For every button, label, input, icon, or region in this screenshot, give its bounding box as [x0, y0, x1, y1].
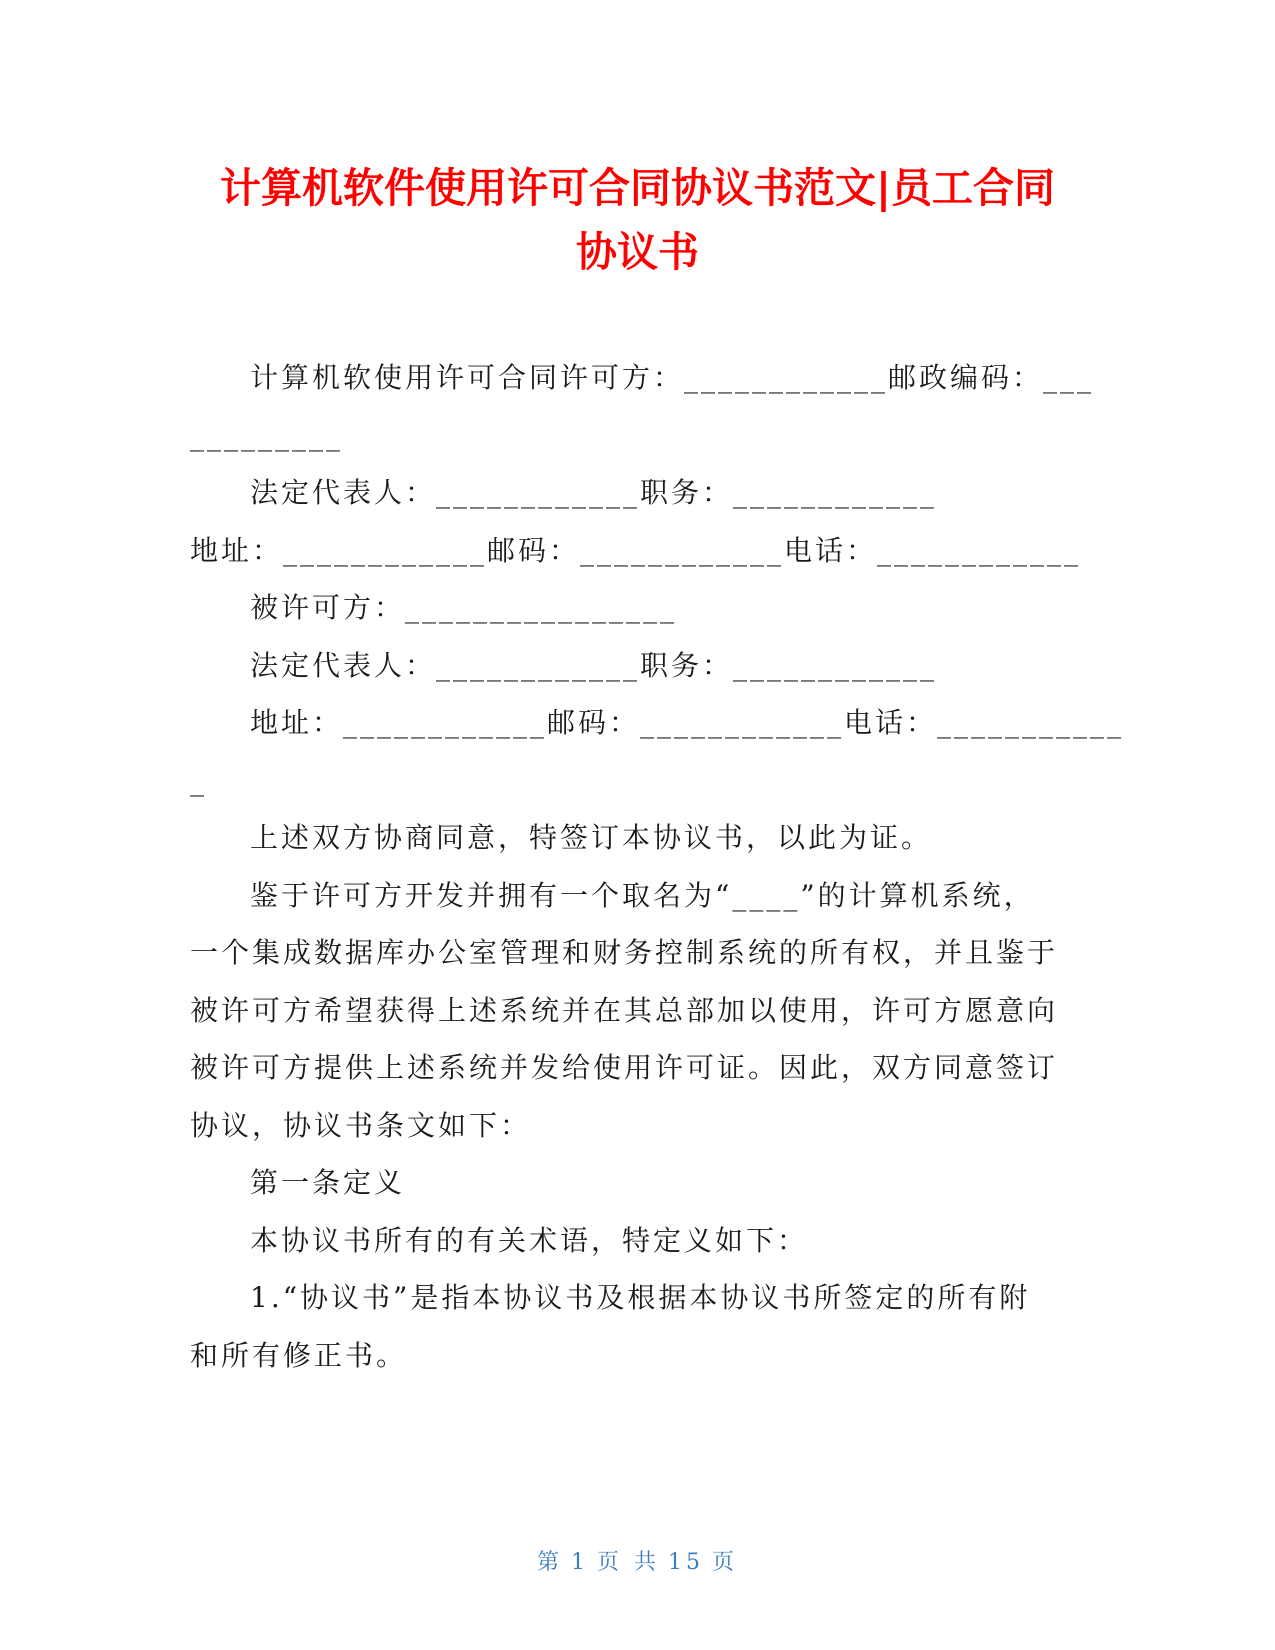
footer-prefix: 第: [536, 1550, 563, 1575]
footer-middle: 页 共: [597, 1550, 660, 1575]
recital-line-4: 被许可方提供上述系统并发给使用许可证。因此，双方同意签订: [190, 1051, 1059, 1084]
footer-current-page: 1: [571, 1550, 589, 1575]
recital-line-3: 被许可方希望获得上述系统并在其总部加以使用，许可方愿意向: [190, 994, 1059, 1027]
licensee-address-line: 地址：____________邮码：____________电话：___________: [250, 706, 1125, 739]
licensee-line: 被许可方：________________: [250, 591, 678, 624]
page-number-footer: [0, 1545, 1275, 1576]
definition-1-line-2: 和所有修正书。: [190, 1339, 408, 1372]
definition-1-line-1: 1.“协议书”是指本协议书及根据本协议书所签定的所有附: [250, 1281, 1031, 1314]
licensor-postcode-continued: _________: [190, 419, 343, 452]
recital-line-1: 鉴于许可方开发并拥有一个取名为“____”的计算机系统，: [250, 879, 1035, 912]
title-line-2: 协议书: [576, 228, 699, 276]
title-line-1: 计算机软件使用许可合同协议书范文|员工合同: [220, 164, 1055, 212]
recital-line-2: 一个集成数据库办公室管理和财务控制系统的所有权，并且鉴于: [190, 936, 1059, 969]
agreement-statement: 上述双方协商同意，特签订本协议书，以此为证。: [250, 821, 933, 854]
article-one-heading: 第一条定义: [250, 1166, 406, 1199]
definitions-intro: 本协议书所有的有关术语，特定义如下：: [250, 1224, 809, 1257]
document-title: [180, 156, 1095, 284]
licensor-address-line: 地址：____________邮码：____________电话：____________: [190, 534, 1082, 567]
footer-total-pages: 15: [668, 1550, 704, 1575]
licensor-legal-rep-line: 法定代表人：____________职务：____________: [250, 476, 938, 509]
licensor-line: 计算机软使用许可合同许可方：____________邮政编码：___: [250, 361, 1095, 394]
footer-suffix: 页: [712, 1550, 739, 1575]
recital-line-5: 协议，协议书条文如下：: [190, 1109, 532, 1142]
licensee-legal-rep-line: 法定代表人：____________职务：____________: [250, 649, 938, 682]
licensee-phone-continued: _: [190, 764, 207, 797]
